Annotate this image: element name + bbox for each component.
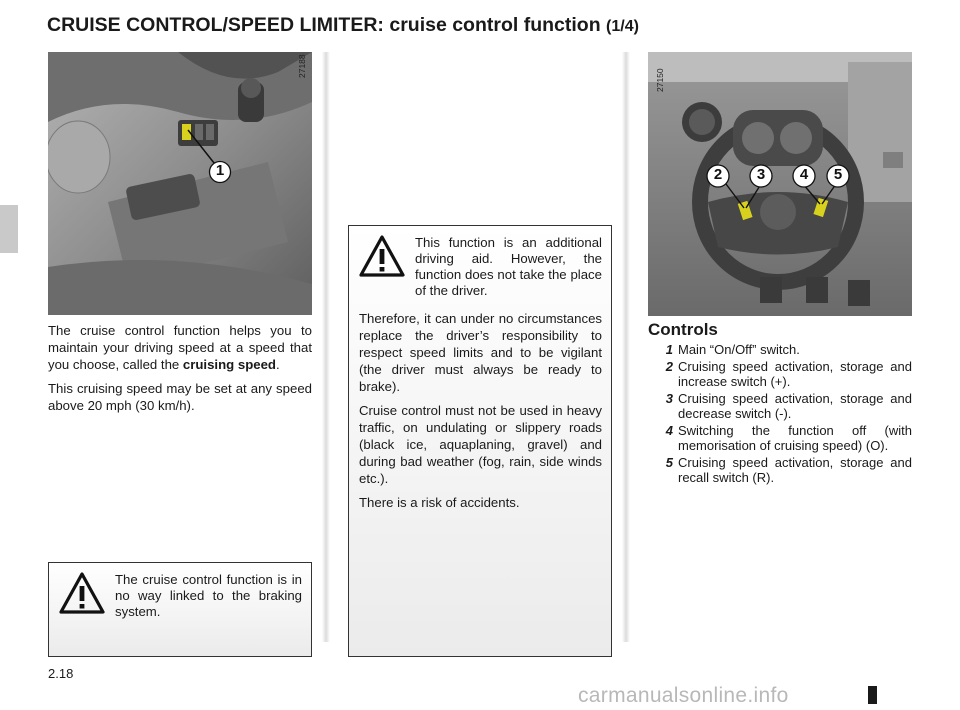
column-separator-right — [622, 52, 630, 642]
warning-paragraph-1: Therefore, it can under no circumstances replace the driver’s responsibility to respect speed limits and to be vigilant (the driver must always be ready to brake). — [359, 311, 602, 394]
steering-wheel-photo — [648, 52, 912, 316]
list-item: 5 Cruising speed activation, storage and recall switch (R). — [665, 454, 912, 485]
warning-triangle-icon — [358, 234, 406, 278]
dashboard-switch-photo — [48, 52, 312, 315]
column-separator-left — [322, 52, 330, 642]
intro-paragraph: The cruise control function helps you to maintain your driving speed at a speed that you choose, called the cruising speed. — [48, 323, 312, 372]
intro-text — [48, 322, 312, 421]
warning-braking-text: The cruise control function is in no way linked to the braking system. — [115, 572, 302, 619]
controls-heading: Controls — [648, 320, 718, 339]
warning-lead-text: This function is an additional driving aid. However, the function does not take the place of the driver. — [415, 235, 602, 298]
warning-box-driving-aid — [348, 225, 612, 657]
warning-paragraph-2: Cruise control must not be used in heavy traffic, on undulating or slippery roads (black ice, aquaplaning, gravel) and during bad weather (fog, rain, side winds etc.). — [359, 403, 602, 486]
warning-triangle-icon — [58, 571, 106, 615]
callout-2: 2 — [713, 166, 723, 183]
page-title-part: (1/4) — [606, 18, 639, 35]
list-item: 1 Main “On/Off” switch. — [665, 342, 800, 357]
list-item: 2 Cruising speed activation, storage and increase switch (+). — [665, 358, 912, 389]
warning-paragraph-3: There is a risk of accidents. — [359, 495, 520, 510]
page-title: CRUISE CONTROL/SPEED LIMITER: cruise control function (1/4) — [47, 14, 639, 36]
page-number: 2.18 — [48, 666, 74, 681]
photo-code-left: 27188 — [297, 54, 307, 78]
corner-mark — [868, 686, 877, 704]
list-item: 4 Switching the function off (with memorisation of cruising speed) (O). — [665, 422, 912, 453]
warning-body — [359, 310, 602, 518]
speed-paragraph: This cruising speed may be set at any speed above 20 mph (30 km/h). — [48, 381, 312, 413]
callout-3: 3 — [756, 166, 766, 183]
list-item: 3 Cruising speed activation, storage and decrease switch (-). — [665, 390, 912, 421]
callout-5: 5 — [833, 166, 843, 183]
section-tab — [0, 205, 18, 253]
watermark: carmanualsonline.info — [578, 684, 789, 707]
cruising-speed-term: cruising speed — [182, 357, 276, 372]
warning-box-braking — [48, 562, 312, 657]
callout-1: 1 — [215, 162, 225, 179]
photo-code-right: 27150 — [655, 68, 665, 92]
callout-4: 4 — [799, 166, 809, 183]
controls-list — [648, 342, 912, 487]
